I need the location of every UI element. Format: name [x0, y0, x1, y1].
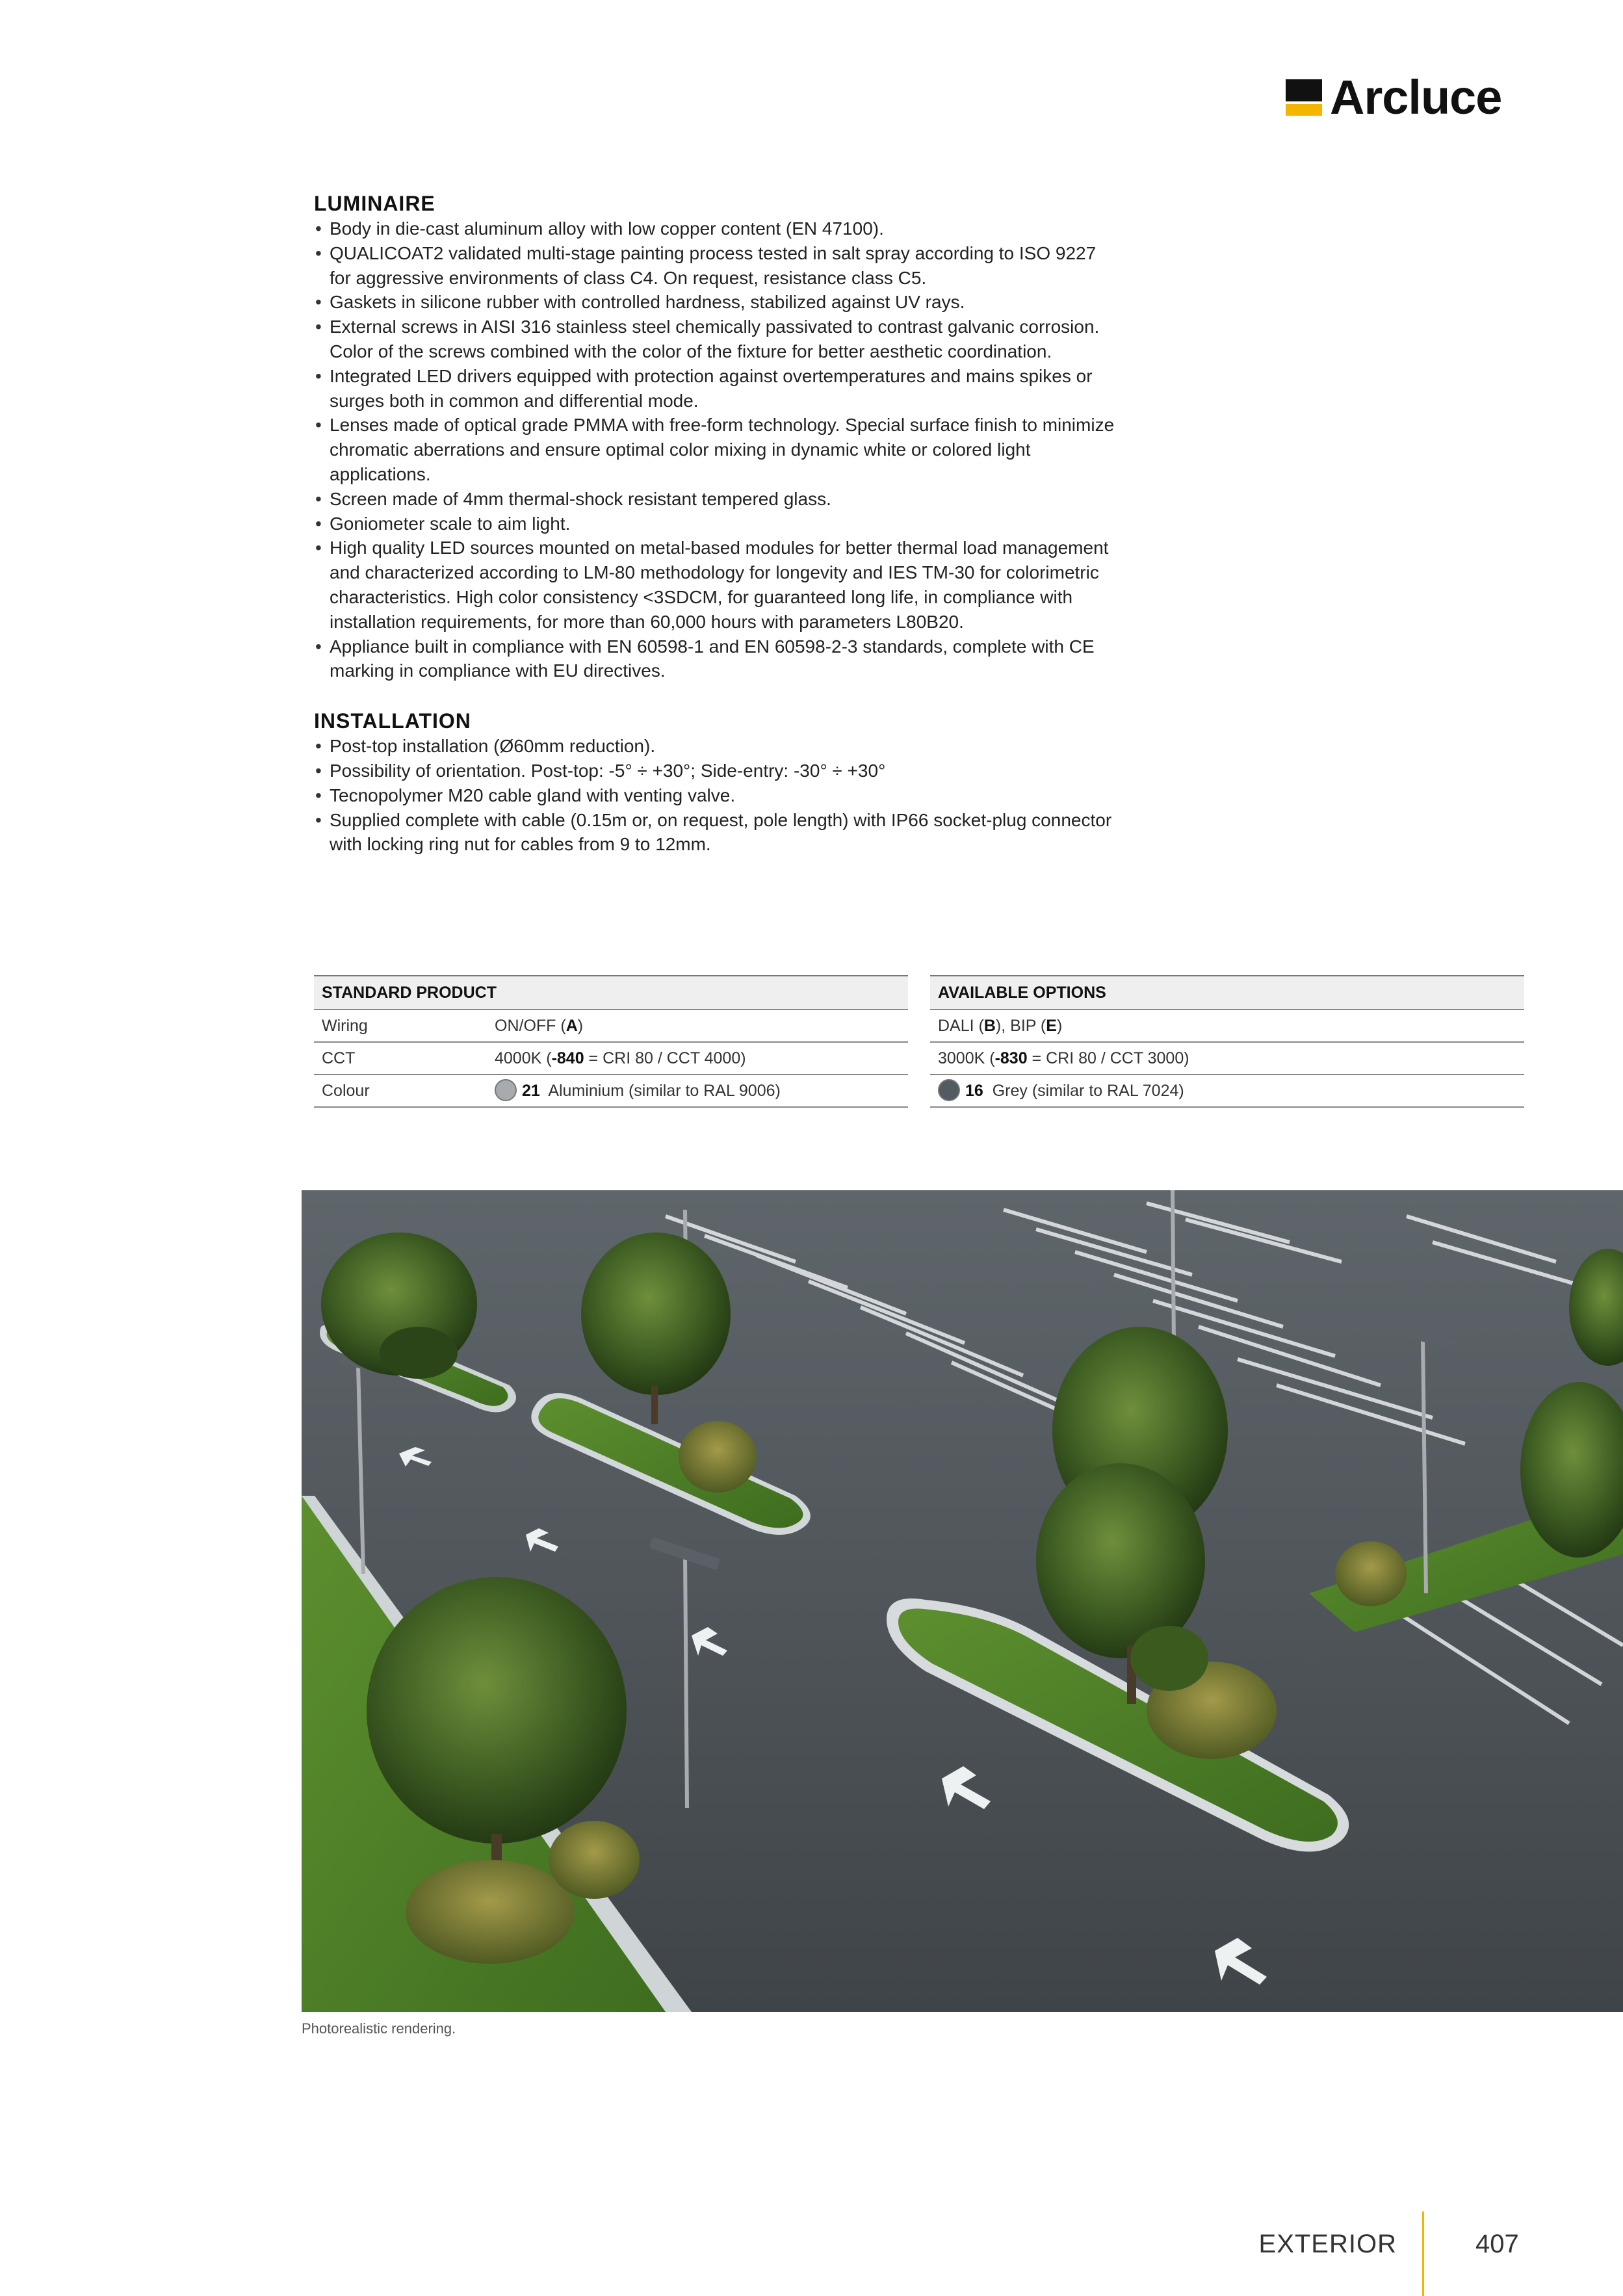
list-item: • High quality LED sources mounted on metal-based modules for better thermal load management and characterized according to LM-80 methodology for longevity and IES TM-30 for colorimetric characteristics. High color consistency <3SDCM, for guaranteed long life, in compliance with installation requirements, for more than 60,000 hours with parameters L80B20. [314, 536, 1120, 634]
list-item: • Integrated LED drivers equipped with protection against overtemperatures and mains spikes or surges both in common and differential mode. [314, 364, 1120, 413]
list-item: • Post-top installation (Ø60mm reduction). [314, 734, 1120, 759]
colour-options-value: 16 Grey (similar to RAL 7024) [938, 1075, 1184, 1106]
table-row [314, 1010, 908, 1043]
photo-caption: Photorealistic rendering. [302, 2020, 456, 2037]
list-item: • Possibility of orientation. Post-top: -5° ÷ +30°; Side-entry: -30° ÷ +30° [314, 759, 1120, 783]
luminaire-heading: LUMINAIRE [314, 192, 435, 215]
page-number: 407 [1475, 2230, 1519, 2258]
installation-list [314, 734, 1120, 857]
colour-value: 21 Aluminium (similar to RAL 9006) [495, 1075, 781, 1106]
footer-section-name: EXTERIOR [1258, 2230, 1397, 2258]
list-item: • Tecnopolymer M20 cable gland with venting valve. [314, 783, 1120, 808]
list-item: • Goniometer scale to aim light. [314, 512, 1120, 536]
cct-options-value: 3000K (-830 = CRI 80 / CCT 3000) [938, 1049, 1189, 1067]
available-options-header: AVAILABLE OPTIONS [930, 976, 1524, 1010]
list-item: • Body in die-cast aluminum alloy with low copper content (EN 47100). [314, 216, 1120, 241]
wiring-options-value: DALI (B), BIP (E) [938, 1017, 1063, 1035]
brand-logo [1286, 70, 1502, 124]
list-item: • External screws in AISI 316 stainless steel chemically passivated to contrast galvanic corrosion. Color of the screws combined with the color of the fixture for better aesthetic coordination. [314, 315, 1120, 364]
available-options-table [930, 975, 1524, 1108]
cct-value: 4000K (-840 = CRI 80 / CCT 4000) [495, 1049, 746, 1067]
wiring-label: Wiring [322, 1017, 368, 1035]
parking-lot-rendering [302, 1190, 1623, 2012]
list-item: • Supplied complete with cable (0.15m or, on request, pole length) with IP66 socket-plug connector with locking ring nut for cables from 9 to 12mm. [314, 808, 1120, 857]
list-item: • Lenses made of optical grade PMMA with free-form technology. Special surface finish to minimize chromatic aberrations and ensure optimal color mixing in dynamic white or colored light applications. [314, 413, 1120, 486]
list-item: • QUALICOAT2 validated multi-stage painting process tested in salt spray according to ISO 9227 for aggressive environments of class C4. On request, resistance class C5. [314, 241, 1120, 291]
standard-product-table [314, 975, 908, 1108]
list-item: • Appliance built in compliance with EN 60598-1 and EN 60598-2-3 standards, complete with CE marking in compliance with EU directives. [314, 634, 1120, 684]
list-item: • Gaskets in silicone rubber with controlled hardness, stabilized against UV rays. [314, 290, 1120, 315]
table-row [930, 1075, 1524, 1108]
table-row [314, 1075, 908, 1108]
table-row [930, 1010, 1524, 1043]
standard-product-header: STANDARD PRODUCT [314, 976, 908, 1010]
table-row [930, 1043, 1524, 1075]
logo-mark-icon [1286, 79, 1322, 116]
footer-divider [1422, 2211, 1424, 2296]
colour-swatch-icon [938, 1079, 960, 1101]
installation-heading: INSTALLATION [314, 709, 471, 733]
spec-text [314, 190, 1120, 857]
wiring-value: ON/OFF (A) [495, 1017, 584, 1035]
cct-label: CCT [322, 1049, 356, 1067]
table-row [314, 1043, 908, 1075]
colour-label: Colour [322, 1082, 370, 1100]
brand-name: Arcluce [1330, 70, 1502, 124]
list-item: • Screen made of 4mm thermal-shock resistant tempered glass. [314, 487, 1120, 512]
luminaire-list [314, 216, 1120, 683]
colour-swatch-icon [495, 1079, 517, 1101]
